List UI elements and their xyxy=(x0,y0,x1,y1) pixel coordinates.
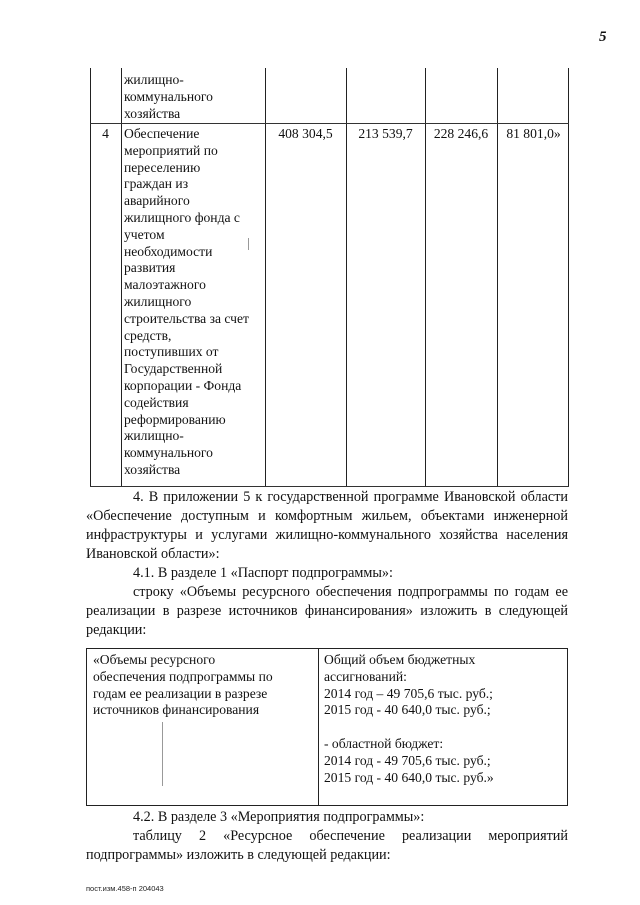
table-row-divider xyxy=(90,123,569,124)
table-bottom-border xyxy=(90,486,569,487)
paragraph-4-2: 4.2. В разделе 3 «Мероприятия подпрограммы»: xyxy=(133,809,425,825)
value-total: 408 304,5 xyxy=(278,126,333,141)
paragraph-4-2-text: таблицу 2 «Ресурсное обеспечение реализации мероприятий подпрограммы» изложить в следующей редакции: xyxy=(86,828,568,863)
value-2014: 213 539,7 xyxy=(358,126,413,141)
continued-row-text: жилищно- коммунального хозяйства xyxy=(124,72,213,121)
passport-table xyxy=(86,648,568,806)
document-footer: пост.изм.458-п 204043 xyxy=(86,884,164,893)
passport-row-value: Общий объем бюджетных ассигнований: 2014 год – 49 705,6 тыс. руб.; 2015 год - 40 640,0 тыс. руб.; - областной бюджет: 2014 год - 49 705,6 тыс. руб.; 2015 год - 40 640,0 тыс. руб.» xyxy=(324,652,494,785)
row4-description: Обеспечение мероприятий по переселению граждан из аварийного жилищного фонда с учетом необходимости развития малоэтажного жилищного строительства за счет средств, поступивших от Государственной корпорации - Фонда содействия реформированию жилищно- коммунального хозяйства xyxy=(124,126,249,477)
value-2016: 81 801,0» xyxy=(506,126,561,141)
table-divider xyxy=(318,649,319,805)
passport-row-label: «Объемы ресурсного обеспечения подпрограммы по годам ее реализации в разрезе источников финансирования xyxy=(93,652,273,718)
page-number: 5 xyxy=(599,29,607,45)
scan-artifact xyxy=(248,238,249,250)
row-number: 4 xyxy=(102,126,109,141)
scan-artifact xyxy=(162,722,163,786)
table-border xyxy=(121,68,122,486)
value-2015: 228 246,6 xyxy=(433,126,489,141)
paragraph-4-1: 4.1. В разделе 1 «Паспорт подпрограммы»: xyxy=(133,565,393,581)
paragraph-4-1-text: строку «Объемы ресурсного обеспечения подпрограммы по годам ее реализации в разрезе источников финансирования» изложить в следующей редакции: xyxy=(86,584,568,638)
paragraph-4: 4. В приложении 5 к государственной программе Ивановской области «Обеспечение доступным и комфортным жильем, объектами инженерной инфраструктуры и услугами жилищно-коммунального хозяйства населения Ивановской области»: xyxy=(86,489,568,562)
